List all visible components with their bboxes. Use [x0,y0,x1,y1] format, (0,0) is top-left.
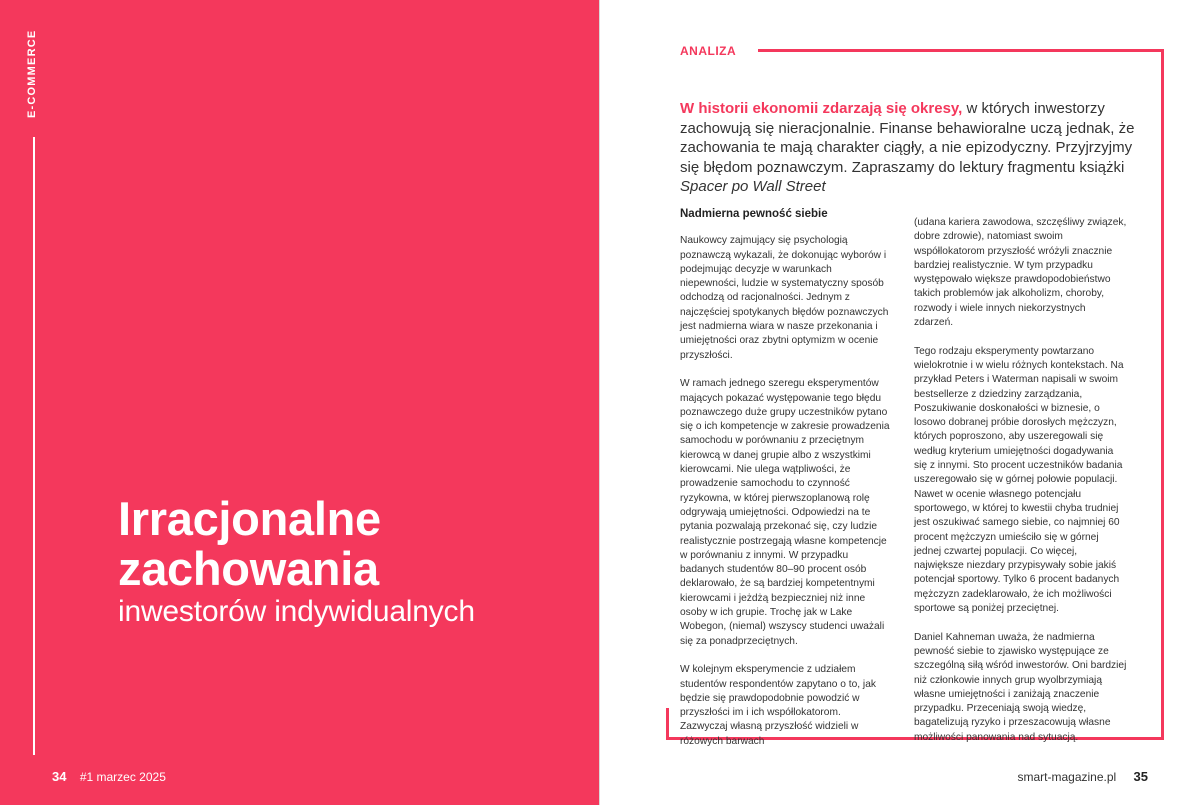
left-folio [52,769,166,784]
body-paragraph: Naukowcy zajmujący się psychologią poznawczą wykazali, że dokonując wyborów i podejmując decyzje w warunkach niepewności, ludzie w systematyczny sposób odchodzą od racjonalności. Jednym z najczęściej spotykanych błędów poznawczych jest nadmierna wiara w nasze przekonania i umiejętności oraz zbytni optymizm w ocenie przyszłości. [680,235,889,361]
page-spine [599,0,600,805]
book-title: Spacer po Wall Street [680,178,826,196]
website-label: smart-magazine.pl [1017,770,1117,784]
section-label: ANALIZA [680,44,737,58]
lead-paragraph [680,99,1150,197]
text-column-1 [680,207,890,763]
body-paragraph: Tego rodzaju eksperymenty powtarzano wielokrotnie i w wielu różnych kontekstach. Na przykład Peters i Waterman napisali w swoim bestsellerze z dziedziny zarządzania, Poszukiwanie doskonałości w biznesie, o losowo dobranej próbie dorosłych mężczyzn, których poproszono, aby uszeregowali się według kryterium umiejętności dogadywania się z innymi. Sto procent uczestników badania uszeregowało się w górnej połowie populacji. Nawet w ocenie własnego potencjału sportowego, w której to kwestii chyba trudniej jest oszukiwać samego siebie, co najmniej 60 procent mężczyzn umieściło się w górnej jednej czwartej populacji. Co więcej, największe niezdary przypisywały sobie jakiś potencjał sportowy. Tylko 6 procent badanych mężczyzn zadeklarowało, że ich możliwości sportowe są poniżej przeciętnej. [914,345,1124,615]
article-title-line2: zachowania [118,542,379,595]
body-paragraph: W ramach jednego szeregu eksperymentów mających pokazać występowanie tego błędu poznawczego duże grupy uczestników pytano się o ich kompetencje w zakresie prowadzenia samochodu w porównaniu z przeciętnym kierowcą w danej grupie albo z wszystkimi kierowcami. Nie ulega wątpliwości, że prowadzenie samochodu to czynność ryzykowna, w której pierwszoplanową rolę odgrywają umiejętności. Odpowiedzi na te pytania pozwalają przekonać się, czy ludzie realistycznie postrzegają własne kompetencje w porównaniu z innymi. W przypadku badanych studentów 80–90 procent osób deklarowało, że są bardziej kompetentnymi kierowcami i jeżdżą bezpieczniej niż inne osoby w ich grupie. Trochę jak w Lake Wobegon, (niemal) wszyscy studenci uważali się za ponadprzeciętnych. [680,378,890,647]
lead-highlight: W historii ekonomii zdarzają się okresy, [680,100,963,117]
article-subtitle: inwestorów indywidualnych [118,595,475,628]
article-title-line1: Irracjonalne [118,492,381,545]
body-paragraph: Daniel Kahneman uważa, że nadmierna pewność siebie to zjawisko występujące ze szczególną siłą wśród inwestorów. Oni bardziej niż członkowie innych grup wyolbrzymiają własne umiejętności i zaniżają znaczenie przypadku. Przeceniają swoją wiedzę, bagatelizują ryzyko i przeszacowują własne możliwości panowania nad sytuacją. [914,631,1127,743]
frame-left-line [666,708,669,740]
vertical-divider-line [33,137,35,755]
right-page-number: 35 [1133,769,1148,784]
right-folio [1017,769,1148,784]
left-page-number: 34 [52,769,67,784]
frame-top-line [758,49,1164,52]
body-paragraph: W kolejnym eksperymencie z udziałem studentów respondentów zapytano o to, jak będzie się prawdopodobnie powodzić w przyszłości im i ich współlokatorom. Zazwyczaj własną przyszłość widzieli w różowych barwach [680,664,876,747]
section-vertical-label: E-COMMERCE [26,29,38,118]
article-title-block [118,494,475,630]
frame-right-line [1161,49,1164,740]
issue-label: #1 marzec 2025 [79,770,166,784]
body-paragraph: (udana kariera zawodowa, szczęśliwy związek, dobre zdrowie), natomiast swoim współlokatorom przyszłość wróżyli znacznie bardziej realistycznie. W tym przypadku występowało większe prawdopodobieństwo takich problemów jak alkoholizm, choroby, rozwody i wiele innych niekorzystnych zdarzeń. [914,217,1127,329]
text-column-2 [914,216,1127,759]
left-page [0,0,599,805]
subheading: Nadmierna pewność siebie [680,208,828,220]
lead-text: w których inwestorzy zachowują się nieracjonalnie. Finanse behawioralne uczą jednak, że zachowania te mają charakter ciągły, a nie epizodyczny. Przyjrzyjmy się błędom poznawczym. Zapraszamy do lektury fragmentu książki [680,100,1135,176]
